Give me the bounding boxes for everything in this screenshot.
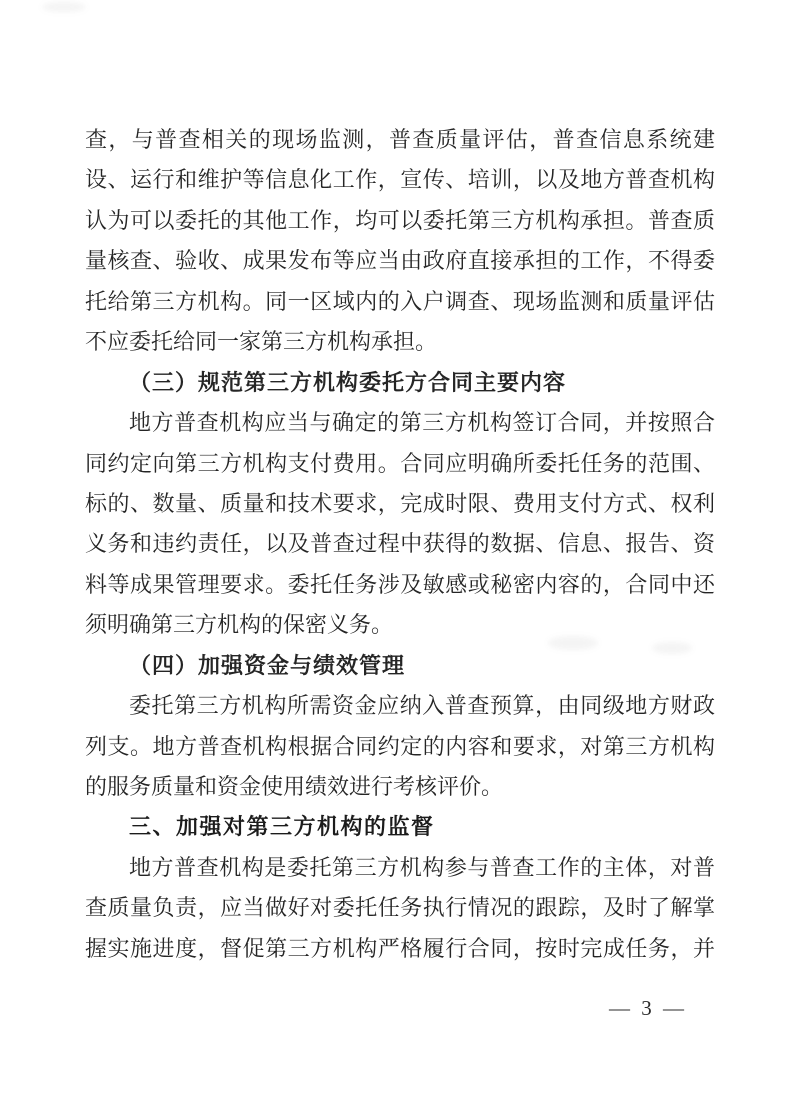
text-line: 委托第三方机构所需资金应纳入普查预算，由同级地方财政 (129, 693, 715, 719)
text-line: 的服务质量和资金使用绩效进行考核评价。 (85, 774, 504, 799)
section-heading: （三）规范第三方机构委托方合同主要内容 (129, 369, 567, 395)
text-line: 料等成果管理要求。委托任务涉及敏感或秘密内容的，合同中还 (85, 571, 715, 597)
text-line: 须明确第三方机构的保密义务。 (85, 612, 394, 638)
text-line: 同约定向第三方机构支付费用。合同应明确所委托任务的范围、 (85, 450, 715, 476)
text-line: 不应委托给同一家第三方机构承担。 (85, 329, 438, 355)
section-heading: （四）加强资金与绩效管理 (129, 652, 406, 678)
text-line: 查，与普查相关的现场监测，普查质量评估，普查信息系统建 (85, 127, 715, 152)
text-line: 托给第三方机构。同一区域内的入户调查、现场监测和质量评估 (85, 288, 715, 314)
text-line: 认为可以委托的其他工作，均可以委托第三方机构承担。普查质 (85, 207, 715, 233)
section-heading: 三、加强对第三方机构的监督 (129, 814, 435, 840)
text-line: 查质量负责，应当做好对委托任务执行情况的跟踪，及时了解掌 (85, 895, 715, 921)
text-line: 量核查、验收、成果发布等应当由政府直接承担的工作，不得委 (85, 248, 715, 274)
text-line: 标的、数量、质量和技术要求，完成时限、费用支付方式、权利 (85, 490, 715, 516)
page-number: — 3 — (609, 996, 687, 1020)
document-body (85, 120, 715, 969)
text-line: 设、运行和维护等信息化工作，宣传、培训，以及地方普查机构 (85, 167, 715, 193)
text-line: 义务和违约责任，以及普查过程中获得的数据、信息、报告、资 (85, 531, 715, 557)
scan-artifact (42, 2, 86, 12)
text-line: 地方普查机构是委托第三方机构参与普查工作的主体，对普 (129, 854, 715, 880)
text-line: 握实施进度，督促第三方机构严格履行合同，按时完成任务，并 (85, 935, 715, 961)
text-line: 列支。地方普查机构根据合同约定的内容和要求，对第三方机构 (85, 733, 715, 759)
text-line: 地方普查机构应当与确定的第三方机构签订合同，并按照合 (129, 410, 715, 436)
